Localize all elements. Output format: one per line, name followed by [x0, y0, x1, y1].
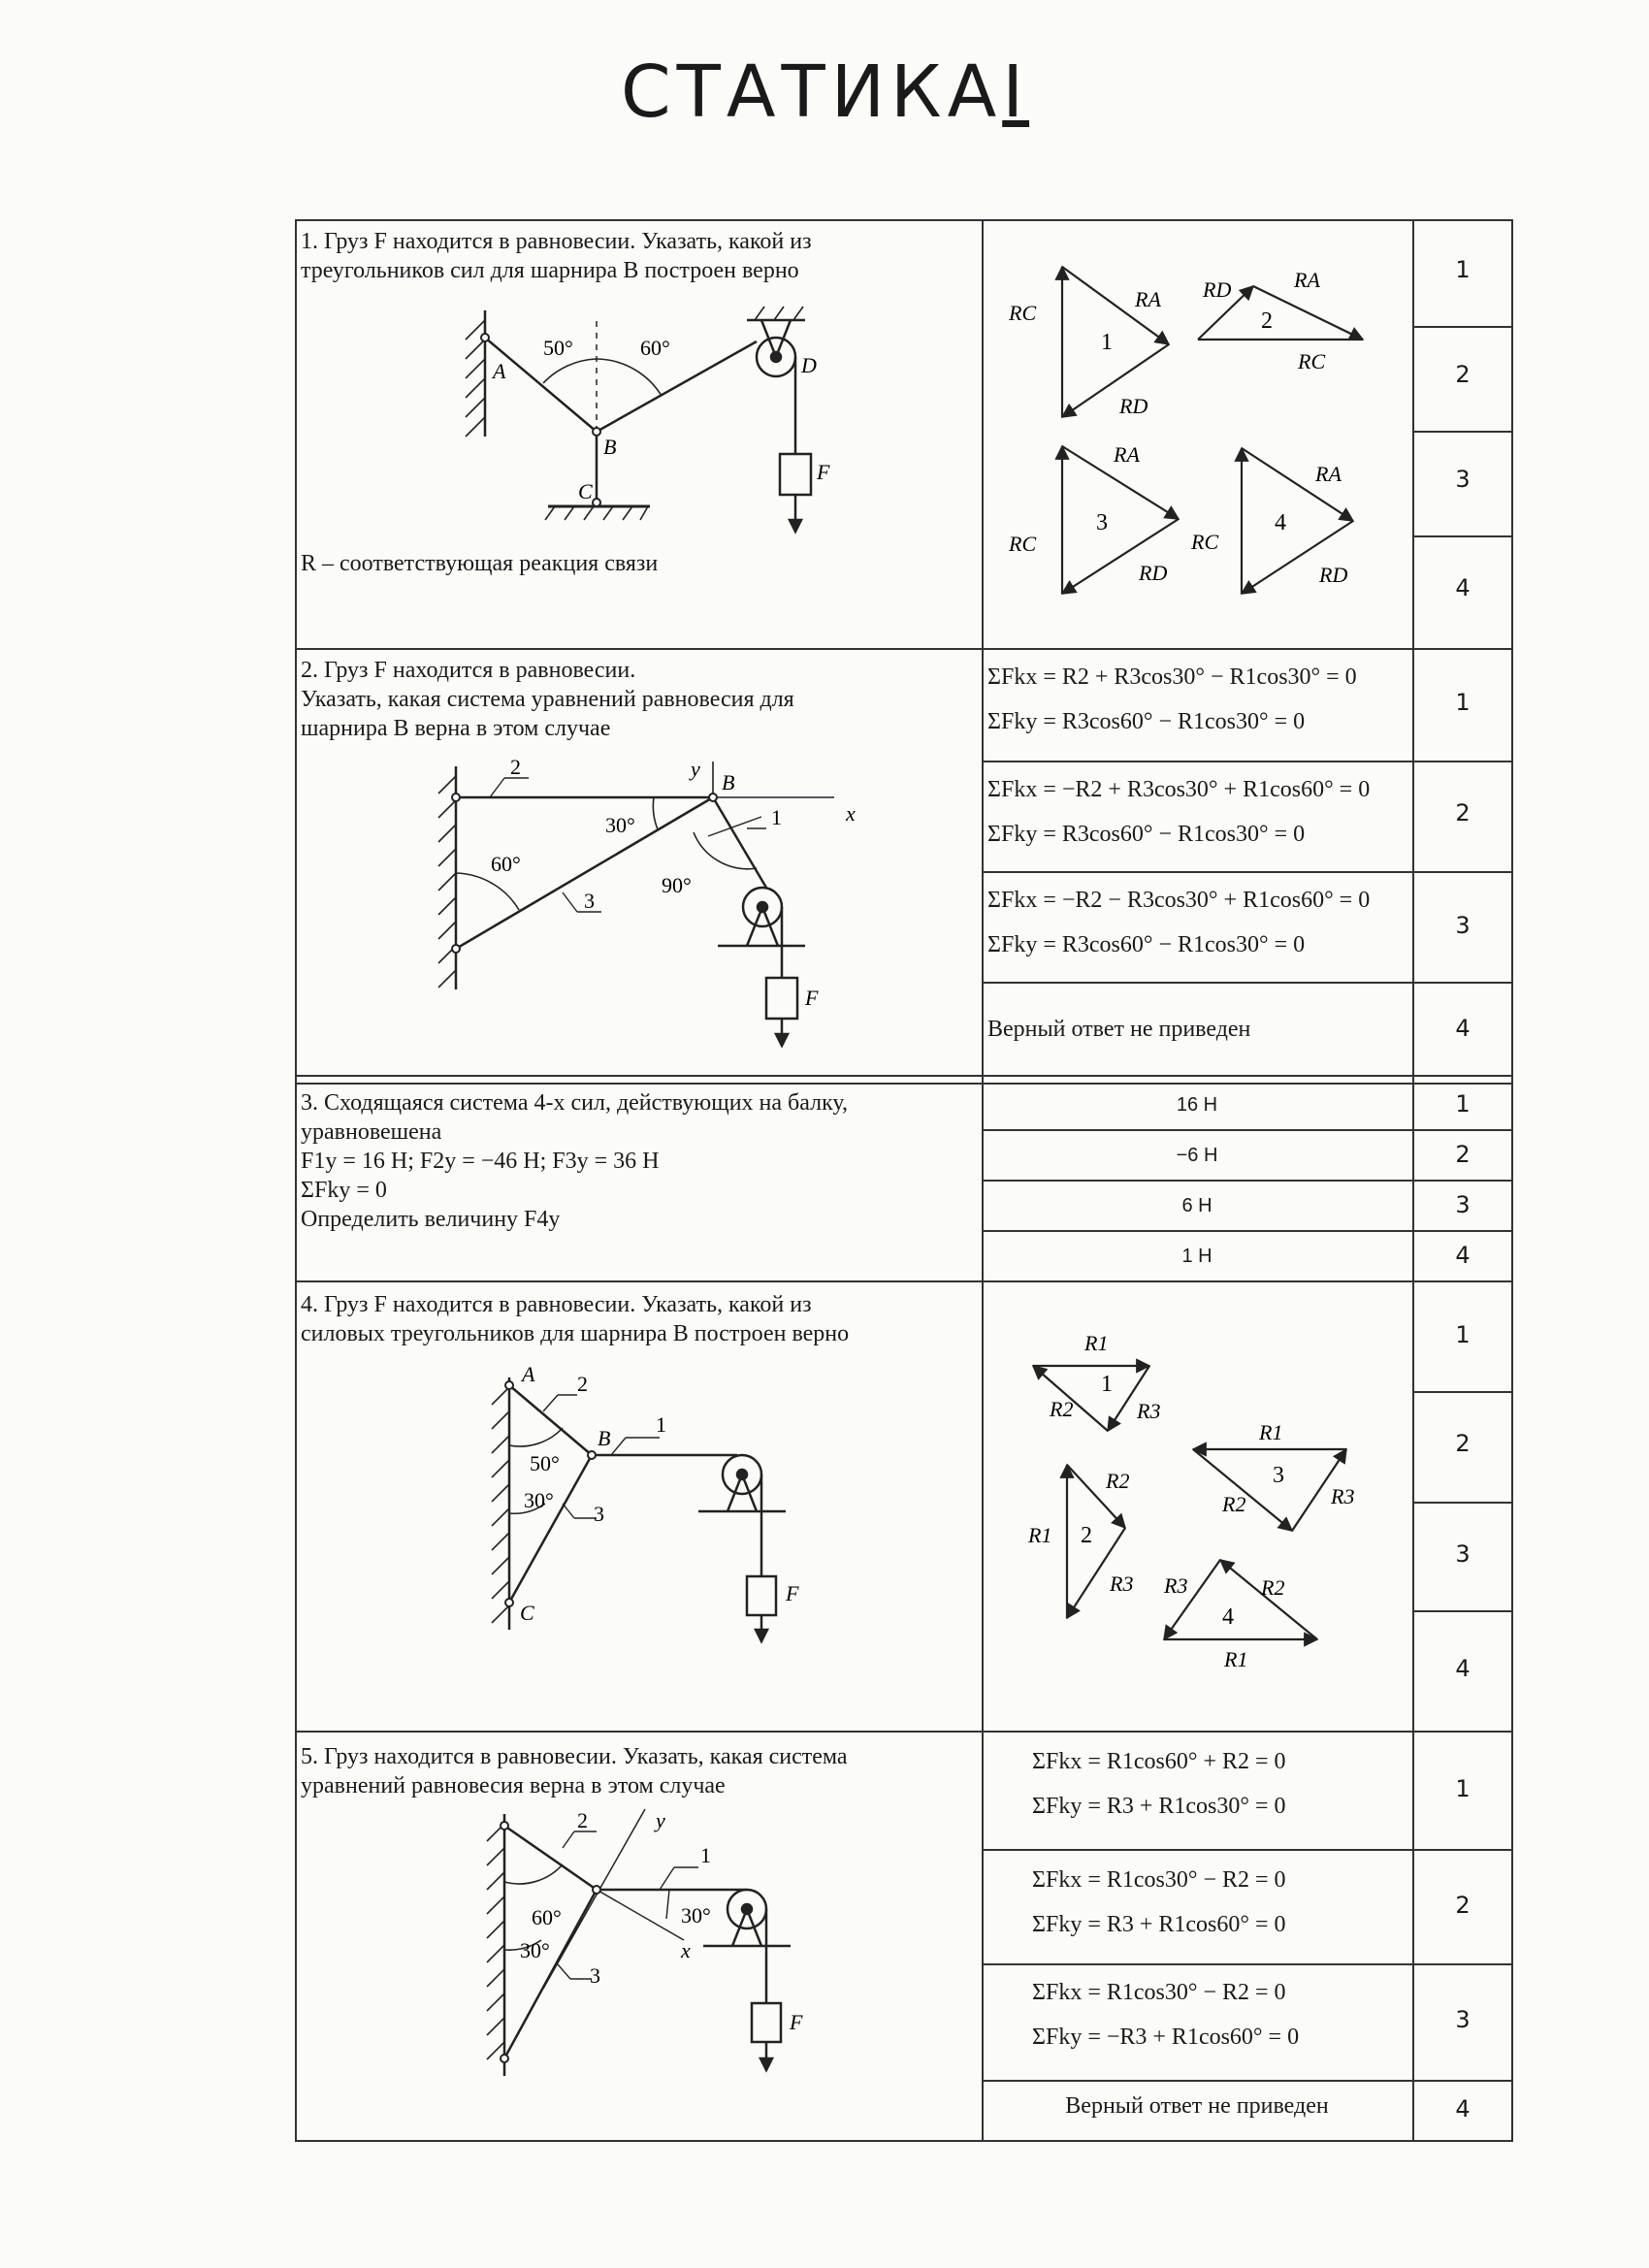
option-number[interactable]: 1 — [1455, 689, 1471, 716]
rod-label: 3 — [594, 1502, 604, 1526]
rod-label: 2 — [577, 1808, 588, 1832]
option-divider — [1412, 1502, 1513, 1504]
force-label: RD — [1203, 277, 1232, 302]
equation-line: ΣFkx = R1cos60° + R2 = 0 — [1032, 1749, 1286, 1774]
option-divider — [982, 1963, 1513, 1965]
option-number[interactable]: 3 — [1455, 1540, 1471, 1568]
question-1-triangles — [999, 243, 1406, 631]
option-divider — [982, 2080, 1513, 2082]
axis-label: x — [846, 801, 856, 826]
question-4-text: 4. Груз F находится в равновесии. Указать, какой из силовых треугольников для шарнира B построен верно — [301, 1292, 850, 1346]
force-label: RA — [1135, 287, 1161, 311]
equation-line: ΣFkx = R1cos30° − R2 = 0 — [1032, 1867, 1286, 1893]
triangle-number: 3 — [1273, 1463, 1284, 1488]
point-label: C — [520, 1601, 534, 1625]
option-number[interactable]: 4 — [1455, 574, 1471, 601]
triangle-number: 3 — [1096, 510, 1108, 535]
rod-label: 2 — [510, 757, 521, 779]
angle-label: 30° — [605, 813, 635, 837]
question-2-figure — [417, 757, 873, 1048]
option-number[interactable]: 1 — [1455, 256, 1471, 283]
question-5-text: 5. Груз находится в равновесии. Указать, какая система уравнений равновесия верна в этом случае — [301, 1744, 848, 1798]
equation-line: ΣFky = R3cos60° − R1cos30° = 0 — [987, 709, 1306, 734]
option-number[interactable]: 3 — [1455, 1191, 1471, 1218]
force-label: R2 — [1106, 1469, 1130, 1493]
force-label: R1 — [1224, 1647, 1248, 1671]
option-number[interactable]: 2 — [1455, 361, 1471, 388]
equation-line: ΣFky = −R3 + R1cos60° = 0 — [1032, 2025, 1300, 2050]
option-divider — [982, 1129, 1513, 1131]
page-title: СТАТИКАI — [621, 50, 1030, 134]
force-label: R1 — [1084, 1331, 1109, 1355]
equation-line: ΣFkx = −R2 − R3cos30° + R1cos60° = 0 — [987, 888, 1371, 913]
force-label: RC — [1191, 530, 1219, 554]
option-divider — [1412, 1610, 1513, 1612]
triangle-number: 1 — [1101, 330, 1113, 355]
option-divider — [982, 1230, 1513, 1232]
point-label: B — [722, 770, 735, 794]
row-divider — [295, 1075, 1513, 1077]
point-label: B — [598, 1426, 611, 1450]
equation-line: ΣFkx = R2 + R3cos30° − R1cos30° = 0 — [987, 664, 1357, 690]
rod-label: 3 — [590, 1963, 600, 1988]
rod-label: 3 — [584, 889, 595, 913]
force-label: RD — [1319, 563, 1348, 587]
equation-line: ΣFky = R3cos60° − R1cos30° = 0 — [987, 932, 1306, 957]
option-divider — [1412, 535, 1513, 537]
force-label: RA — [1114, 442, 1140, 467]
force-label: RD — [1119, 394, 1148, 418]
equation-line: ΣFky = R3 + R1cos30° = 0 — [1032, 1794, 1286, 1819]
rod-label: 1 — [771, 805, 782, 829]
rod-label: 2 — [577, 1372, 588, 1396]
triangle-number: 1 — [1101, 1372, 1113, 1397]
option-divider — [982, 982, 1513, 984]
angle-label: 60° — [640, 336, 670, 360]
row-divider — [295, 1280, 1513, 1282]
axis-label: x — [681, 1938, 691, 1962]
angle-label: 30° — [524, 1488, 554, 1512]
equation-line: ΣFky = R3cos60° − R1cos30° = 0 — [987, 822, 1306, 847]
answer-text: Верный ответ не приведен — [1065, 2093, 1329, 2119]
point-label: B — [603, 435, 617, 459]
triangle-number: 2 — [1261, 308, 1273, 334]
force-label: RD — [1139, 561, 1168, 585]
angle-label: 60° — [491, 852, 521, 876]
question-4-figure — [466, 1358, 824, 1649]
question-1-note: R – соответствующая реакция связи — [301, 551, 659, 576]
angle-label: 30° — [681, 1903, 711, 1928]
option-number[interactable]: 1 — [1455, 1321, 1471, 1348]
angle-label: 60° — [532, 1905, 562, 1929]
option-number[interactable]: 2 — [1455, 1141, 1471, 1168]
force-label: RC — [1009, 301, 1037, 325]
force-label: R1 — [1259, 1420, 1283, 1444]
equation-line: ΣFkx = −R2 + R3cos30° + R1cos60° = 0 — [987, 777, 1371, 802]
force-label: RC — [1298, 349, 1326, 373]
angle-label: 50° — [530, 1451, 560, 1475]
force-label: R2 — [1050, 1397, 1074, 1421]
force-label: R2 — [1261, 1575, 1285, 1600]
rod-label: 1 — [700, 1843, 711, 1867]
force-label: R3 — [1110, 1571, 1134, 1596]
option-number[interactable]: 3 — [1455, 912, 1471, 939]
force-label: R1 — [1028, 1523, 1052, 1547]
equation-line: ΣFkx = R1cos30° − R2 = 0 — [1032, 1980, 1286, 2005]
option-number[interactable]: 3 — [1455, 2006, 1471, 2033]
option-number[interactable]: 2 — [1455, 1892, 1471, 1919]
angle-label: 90° — [662, 873, 692, 897]
question-3-text: 3. Сходящаяся система 4-х сил, действующих на балку, уравновешена F1y = 16 Н; F2y = −46 Н; F3y = 36 Н ΣFkу = 0 Определить величину F4y — [301, 1090, 849, 1232]
point-label: A — [522, 1362, 535, 1386]
point-label: D — [801, 353, 817, 377]
option-number[interactable]: 1 — [1455, 1090, 1471, 1118]
equation-line: ΣFky = R3 + R1cos60° = 0 — [1032, 1912, 1286, 1937]
question-2-text: 2. Груз F находится в равновесии. Указать, какая система уравнений равновесия для шарнира B верна в этом случае — [301, 658, 794, 741]
rod-label: 1 — [656, 1412, 666, 1437]
row-divider — [295, 648, 1513, 650]
triangle-number: 4 — [1275, 510, 1286, 535]
question-4-triangles — [999, 1310, 1406, 1678]
option-number[interactable]: 1 — [1455, 1775, 1471, 1802]
force-label: RA — [1294, 268, 1320, 292]
option-number[interactable]: 2 — [1455, 799, 1471, 826]
force-label: R3 — [1164, 1573, 1188, 1598]
answer-value: −6 Н — [1176, 1145, 1218, 1166]
load-label: F — [786, 1581, 799, 1605]
answer-value: 16 Н — [1176, 1094, 1218, 1116]
question-1-text: 1. Груз F находится в равновесии. Указать, какой из треугольников сил для шарнира B построен верно — [301, 229, 812, 283]
row-divider — [295, 1731, 1513, 1733]
question-5-figure — [466, 1804, 834, 2086]
answer-value: 1 Н — [1181, 1246, 1212, 1267]
point-label: A — [493, 359, 506, 383]
force-label: R3 — [1137, 1399, 1161, 1423]
option-number[interactable]: 3 — [1455, 466, 1471, 493]
axis-label: y — [691, 757, 700, 781]
option-divider — [1412, 431, 1513, 433]
force-label: R2 — [1222, 1492, 1246, 1516]
triangle-number: 4 — [1222, 1604, 1234, 1630]
load-label: F — [805, 986, 819, 1010]
force-label: R3 — [1331, 1484, 1355, 1508]
angle-label: 30° — [520, 1938, 550, 1962]
option-number[interactable]: 4 — [1455, 1242, 1471, 1269]
option-divider — [982, 1849, 1513, 1851]
axis-label: y — [656, 1808, 665, 1832]
load-label: F — [790, 2010, 803, 2034]
option-number[interactable]: 2 — [1455, 1430, 1471, 1457]
option-number[interactable]: 4 — [1455, 1015, 1471, 1042]
load-label: F — [817, 460, 830, 484]
row-divider — [295, 1083, 1513, 1085]
option-number[interactable]: 4 — [1455, 1655, 1471, 1682]
angle-label: 50° — [543, 336, 573, 360]
option-divider — [982, 871, 1513, 873]
triangle-number: 2 — [1081, 1523, 1092, 1548]
force-label: RA — [1315, 462, 1342, 486]
answer-text: Верный ответ не приведен — [987, 1017, 1251, 1042]
option-number[interactable]: 4 — [1455, 2095, 1471, 2122]
answer-value: 6 Н — [1181, 1195, 1212, 1216]
option-divider — [1412, 1391, 1513, 1393]
option-divider — [982, 761, 1513, 762]
question-1-figure — [436, 291, 902, 553]
option-divider — [1412, 326, 1513, 328]
point-label: C — [578, 479, 593, 503]
force-label: RC — [1009, 532, 1037, 556]
option-divider — [982, 1180, 1513, 1182]
